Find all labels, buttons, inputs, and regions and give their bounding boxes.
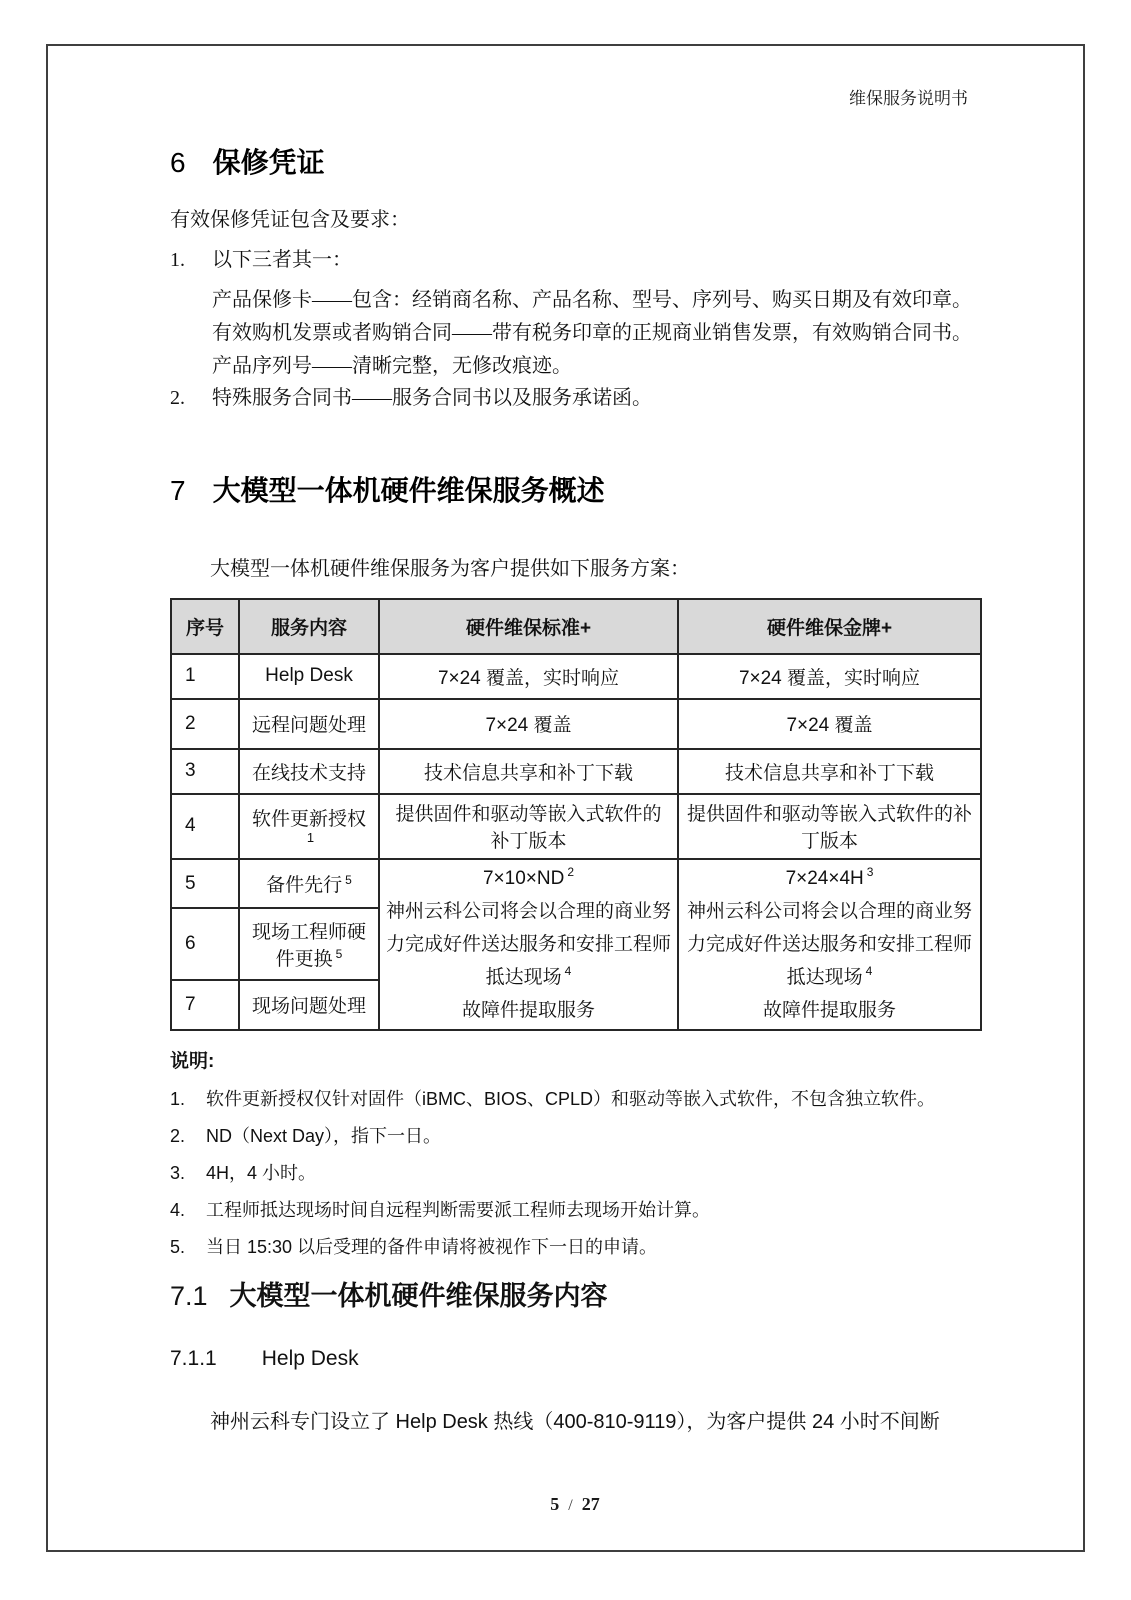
footnote-ref-4: 4: [564, 964, 572, 979]
detail-line-3: 产品序列号——清晰完整，无修改痕迹。: [212, 355, 572, 378]
footnote-ref-4: 4: [865, 964, 873, 979]
standard-extra: 故障件提取服务: [461, 999, 595, 1021]
standard-description: 神州云科公司将会以合理的商业努力完成好件送达服务和安排工程师抵达现场 $^4$: [386, 900, 672, 988]
merged-standard-cell: [379, 859, 678, 1030]
table-row: [171, 654, 981, 699]
note-3: 3. 4H，4 小时。: [170, 1162, 317, 1183]
th-no: 序号: [171, 599, 239, 654]
row4-gold: 提供固件和驱动等嵌入式软件的补丁版本: [678, 794, 981, 859]
th-standard-plus: 硬件维保标准+: [379, 599, 678, 654]
standard-sla: 7×10×ND $^2$: [482, 865, 575, 889]
row2-no: 2: [171, 699, 239, 749]
list-item-1-text: 以下三者其一：: [212, 249, 352, 272]
note-1: 1. 软件更新授权仅针对固件（iBMC、BIOS、CPLD）和驱动等嵌入式软件，不包含独立软件。: [170, 1088, 936, 1109]
note-5: 5. 当日 15:30 以后受理的备件申请将被视作下一日的申请。: [170, 1236, 658, 1257]
page-footer: [170, 1494, 980, 1515]
notes-label: 说明:: [170, 1050, 215, 1072]
section7-intro: 大模型一体机硬件维保服务为客户提供如下服务方案：: [210, 557, 690, 580]
row4-no: 4: [171, 794, 239, 859]
list-item-2-number: 2.: [170, 387, 185, 410]
footnote-ref-5: 5: [345, 872, 352, 887]
total-page-count: 27: [581, 1494, 600, 1514]
detail-line-1: 产品保修卡——包含：经销商名称、产品名称、型号、序列号、购买日期及有效印章。: [212, 289, 972, 312]
row3-no: 3: [171, 749, 239, 794]
section711-heading: [170, 1348, 980, 1370]
merged-gold-cell: [678, 859, 981, 1030]
section6-details: [212, 284, 980, 383]
footnote-ref-1: 1: [306, 829, 315, 845]
row2-gold: 7×24 覆盖: [678, 699, 981, 749]
row3-service: 在线技术支持: [239, 749, 379, 794]
header-doc-title: 维保服务说明书: [849, 89, 968, 108]
section7-number: 7: [170, 475, 186, 507]
section711-number: 7.1.1: [170, 1347, 217, 1371]
row2-standard: 7×24 覆盖: [379, 699, 678, 749]
section71-title: 大模型一体机硬件维保服务内容: [229, 1280, 608, 1311]
row5-no: 5: [171, 859, 239, 909]
list-item-1: [170, 249, 980, 271]
list-item-2: [170, 387, 980, 409]
footnote-ref-3: 3: [866, 865, 874, 880]
row1-standard: 7×24 覆盖，实时响应: [379, 654, 678, 699]
th-gold-plus: 硬件维保金牌+: [678, 599, 981, 654]
footnote-ref-2: 2: [567, 865, 575, 880]
section6-intro: 有效保修凭证包含及要求：: [170, 209, 410, 232]
note-4: 4. 工程师抵达现场时间自远程判断需要派工程师去现场开始计算。: [170, 1199, 710, 1220]
list-item-1-number: 1.: [170, 249, 185, 272]
table-row: [171, 859, 981, 909]
table-row: [171, 749, 981, 794]
table-row: [171, 794, 981, 859]
section711-title: Help Desk: [261, 1347, 359, 1371]
list-item-2-text: 特殊服务合同书——服务合同书以及服务承诺函。: [212, 387, 652, 410]
section6-title: 保修凭证: [212, 147, 325, 178]
gold-extra: 故障件提取服务: [762, 999, 896, 1021]
section711-paragraph: 神州云科专门设立了 Help Desk 热线（400-810-9119），为客户提供 24 小时不间断: [210, 1411, 940, 1434]
row2-service: 远程问题处理: [239, 699, 379, 749]
section71-number: 7.1: [170, 1280, 208, 1311]
row6-service: 现场工程师硬件更换 $^5$: [239, 908, 379, 980]
row1-gold: 7×24 覆盖，实时响应: [678, 654, 981, 699]
section7-title: 大模型一体机硬件维保服务概述: [212, 475, 605, 507]
section71-heading: [170, 1282, 980, 1310]
service-plan-table: [170, 598, 982, 1031]
section6-heading: [170, 148, 980, 177]
row5-service: 备件先行 $^5$: [239, 859, 379, 909]
row4-standard: 提供固件和驱动等嵌入式软件的补丁版本: [379, 794, 678, 859]
detail-line-2: 有效购机发票或者购销合同——带有税务印章的正规商业销售发票，有效购销合同书。: [212, 322, 972, 345]
row6-no: 6: [171, 908, 239, 980]
row1-service: Help Desk: [239, 654, 379, 699]
row1-no: 1: [171, 654, 239, 699]
section6-number: 6: [170, 147, 186, 178]
table-header-row: [171, 599, 981, 654]
note-2: 2. ND（Next Day），指下一日。: [170, 1125, 442, 1146]
table-row: [171, 699, 981, 749]
current-page-number: 5: [550, 1494, 560, 1514]
page-separator: /: [568, 1497, 573, 1514]
row3-standard: 技术信息共享和补丁下载: [379, 749, 678, 794]
footnote-ref-5: 5: [335, 946, 343, 961]
row3-gold: 技术信息共享和补丁下载: [678, 749, 981, 794]
row4-service: 软件更新授权 1: [239, 794, 379, 859]
row7-no: 7: [171, 980, 239, 1030]
gold-description: 神州云科公司将会以合理的商业努力完成好件送达服务和安排工程师抵达现场 $^4$: [686, 900, 972, 988]
section7-heading: [170, 476, 980, 505]
page-content: [170, 0, 980, 1433]
gold-sla: 7×24×4H $^3$: [785, 865, 874, 889]
row7-service: 现场问题处理: [239, 980, 379, 1030]
th-service: 服务内容: [239, 599, 379, 654]
